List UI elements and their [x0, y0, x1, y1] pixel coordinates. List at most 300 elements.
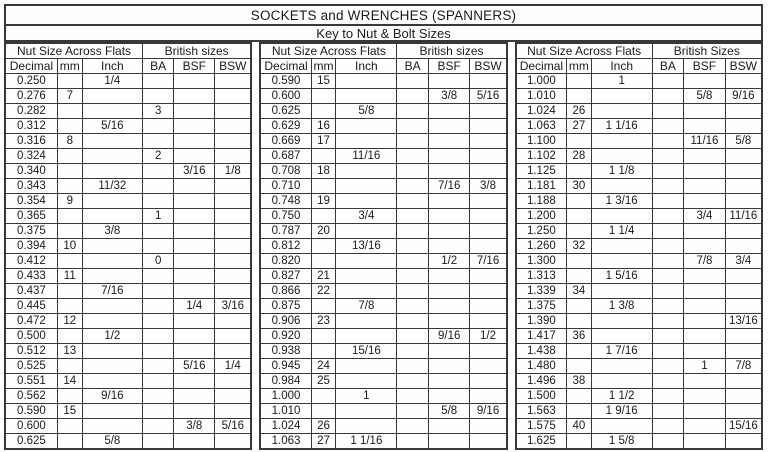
cell-inch: 5/16 — [82, 119, 142, 134]
cell-mm — [57, 434, 82, 450]
cell-bsf — [428, 164, 469, 179]
cell-inch — [82, 149, 142, 164]
cell-mm — [567, 269, 592, 284]
cell-inch: 1 5/16 — [591, 269, 652, 284]
cell-ba — [397, 104, 429, 119]
cell-bsf: 5/16 — [174, 359, 215, 374]
cell-ba — [397, 134, 429, 149]
cell-decimal: 0.669 — [260, 134, 311, 149]
cell-bsf — [428, 239, 469, 254]
cell-bsw: 3/16 — [215, 299, 252, 314]
table-row — [5, 374, 251, 389]
table-row — [516, 89, 762, 104]
cell-inch — [336, 269, 397, 284]
cell-mm: 30 — [567, 179, 592, 194]
cell-bsw — [725, 374, 762, 389]
cell-decimal: 0.625 — [5, 434, 57, 450]
cell-bsf: 1 — [684, 359, 726, 374]
cell-ba — [143, 239, 174, 254]
cell-inch: 1 3/8 — [591, 299, 652, 314]
cell-inch — [591, 254, 652, 269]
cell-bsw — [470, 104, 507, 119]
cell-ba — [652, 269, 684, 284]
table-row — [5, 134, 251, 149]
cell-mm — [57, 164, 82, 179]
table-row — [260, 239, 506, 254]
cell-ba — [397, 89, 429, 104]
cell-decimal: 1.063 — [260, 434, 311, 450]
cell-bsf — [428, 134, 469, 149]
cell-inch — [336, 119, 397, 134]
cell-inch: 15/16 — [336, 344, 397, 359]
col-header-ba: BA — [397, 59, 429, 74]
cell-inch — [591, 239, 652, 254]
cell-bsf — [174, 224, 215, 239]
cell-mm: 18 — [311, 164, 336, 179]
cell-ba — [143, 314, 174, 329]
cell-bsf — [684, 404, 726, 419]
table-row — [260, 119, 506, 134]
cell-bsw — [215, 89, 252, 104]
cell-inch: 5/8 — [82, 434, 142, 450]
cell-bsw — [470, 224, 507, 239]
cell-decimal: 0.324 — [5, 149, 57, 164]
cell-inch — [591, 419, 652, 434]
cell-bsf: 3/8 — [174, 419, 215, 434]
cell-bsf — [428, 149, 469, 164]
cell-bsw — [470, 269, 507, 284]
table-row — [5, 119, 251, 134]
cell-bsw — [725, 299, 762, 314]
cell-mm: 7 — [57, 89, 82, 104]
cell-decimal: 1.496 — [516, 374, 567, 389]
cell-mm — [567, 194, 592, 209]
col-header-ba: BA — [652, 59, 684, 74]
table-row — [260, 344, 506, 359]
cell-bsw: 9/16 — [725, 89, 762, 104]
table-row — [516, 284, 762, 299]
cell-bsw — [215, 284, 252, 299]
cell-bsw — [470, 164, 507, 179]
cell-bsf — [174, 134, 215, 149]
cell-bsw — [215, 374, 252, 389]
cell-ba — [397, 389, 429, 404]
cell-ba — [397, 419, 429, 434]
cell-bsw — [725, 179, 762, 194]
cell-mm — [567, 359, 592, 374]
table-row — [5, 389, 251, 404]
cell-ba — [397, 164, 429, 179]
cell-bsf — [684, 329, 726, 344]
cell-bsf — [174, 374, 215, 389]
table-row — [516, 389, 762, 404]
cell-inch: 1 — [591, 74, 652, 89]
cell-inch — [336, 284, 397, 299]
page-subtitle: Key to Nut & Bolt Sizes — [4, 26, 763, 42]
cell-ba — [143, 404, 174, 419]
cell-ba: 3 — [143, 104, 174, 119]
cell-bsf — [684, 269, 726, 284]
group-header-british-sizes: British sizes — [397, 43, 507, 59]
cell-bsf — [174, 104, 215, 119]
cell-inch: 1/4 — [82, 74, 142, 89]
table-row — [516, 404, 762, 419]
cell-bsf — [684, 389, 726, 404]
cell-mm: 27 — [311, 434, 336, 450]
table-row — [5, 224, 251, 239]
cell-mm — [567, 254, 592, 269]
table-row — [260, 404, 506, 419]
group-header-nut-size-across-flats: Nut Size Across Flats — [5, 43, 143, 59]
cell-decimal: 1.563 — [516, 404, 567, 419]
table-row — [516, 209, 762, 224]
cell-ba — [652, 89, 684, 104]
table-row — [516, 179, 762, 194]
table-row — [260, 194, 506, 209]
cell-decimal: 0.500 — [5, 329, 57, 344]
col-header-ba: BA — [143, 59, 174, 74]
cell-mm — [311, 149, 336, 164]
cell-decimal: 0.687 — [260, 149, 311, 164]
cell-bsf — [684, 344, 726, 359]
cell-bsw — [215, 119, 252, 134]
table-row — [516, 119, 762, 134]
cell-bsf: 11/16 — [684, 134, 726, 149]
cell-mm — [311, 209, 336, 224]
cell-decimal: 0.365 — [5, 209, 57, 224]
cell-ba — [143, 284, 174, 299]
cell-ba — [652, 314, 684, 329]
cell-inch — [336, 419, 397, 434]
cell-ba — [397, 239, 429, 254]
cell-decimal: 0.343 — [5, 179, 57, 194]
cell-mm — [567, 299, 592, 314]
cell-bsf — [684, 179, 726, 194]
cell-inch — [336, 254, 397, 269]
cell-inch: 1 3/16 — [591, 194, 652, 209]
cell-ba — [652, 329, 684, 344]
cell-decimal: 0.312 — [5, 119, 57, 134]
cell-bsf — [684, 119, 726, 134]
cell-mm — [57, 179, 82, 194]
cell-inch — [591, 374, 652, 389]
cell-bsw — [215, 269, 252, 284]
cell-ba — [652, 209, 684, 224]
cell-bsw — [470, 149, 507, 164]
cell-bsw — [470, 299, 507, 314]
cell-bsf — [684, 194, 726, 209]
cell-ba — [143, 434, 174, 450]
cell-decimal: 1.375 — [516, 299, 567, 314]
cell-decimal: 0.562 — [5, 389, 57, 404]
cell-bsf: 5/8 — [428, 404, 469, 419]
cell-mm — [311, 89, 336, 104]
cell-mm: 15 — [311, 74, 336, 89]
cell-ba — [652, 419, 684, 434]
cell-decimal: 1.102 — [516, 149, 567, 164]
cell-bsw — [215, 389, 252, 404]
cell-inch — [82, 404, 142, 419]
cell-inch — [591, 149, 652, 164]
cell-decimal: 0.590 — [5, 404, 57, 419]
cell-bsf — [174, 239, 215, 254]
cell-mm: 32 — [567, 239, 592, 254]
cell-inch: 11/16 — [336, 149, 397, 164]
group-header-row — [260, 43, 506, 59]
cell-ba — [652, 74, 684, 89]
cell-ba — [397, 284, 429, 299]
cell-inch — [336, 89, 397, 104]
cell-bsw — [215, 149, 252, 164]
cell-mm — [311, 104, 336, 119]
table-row — [260, 374, 506, 389]
cell-bsw — [215, 434, 252, 450]
cell-bsw — [470, 389, 507, 404]
cell-mm — [57, 224, 82, 239]
cell-inch: 11/32 — [82, 179, 142, 194]
group-header-row — [516, 43, 762, 59]
col-header-decimal: Decimal — [5, 59, 57, 74]
cell-bsw — [215, 104, 252, 119]
cell-ba — [143, 344, 174, 359]
cell-mm — [57, 359, 82, 374]
group-header-row — [5, 43, 251, 59]
cell-bsf: 1/4 — [174, 299, 215, 314]
cell-ba — [397, 314, 429, 329]
cell-bsf: 3/8 — [428, 89, 469, 104]
cell-mm — [57, 74, 82, 89]
cell-decimal: 0.525 — [5, 359, 57, 374]
cell-mm — [567, 389, 592, 404]
table-row — [260, 104, 506, 119]
cell-decimal: 1.024 — [516, 104, 567, 119]
cell-bsw — [725, 239, 762, 254]
table-row — [516, 254, 762, 269]
cell-bsf — [684, 224, 726, 239]
cell-decimal: 0.375 — [5, 224, 57, 239]
cell-bsw — [215, 239, 252, 254]
group-header-british-sizes: British sizes — [143, 43, 252, 59]
cell-bsw — [725, 119, 762, 134]
cell-bsw — [470, 344, 507, 359]
cell-inch — [591, 209, 652, 224]
cell-ba — [397, 209, 429, 224]
cell-ba — [652, 164, 684, 179]
cell-decimal: 0.276 — [5, 89, 57, 104]
col-header-bsf: BSF — [684, 59, 726, 74]
cell-ba — [397, 74, 429, 89]
table-row — [5, 89, 251, 104]
cell-bsf — [174, 74, 215, 89]
cell-inch: 7/16 — [82, 284, 142, 299]
cell-inch — [336, 164, 397, 179]
cell-decimal: 0.445 — [5, 299, 57, 314]
cell-decimal: 0.590 — [260, 74, 311, 89]
cell-inch — [336, 134, 397, 149]
cell-bsf — [174, 434, 215, 450]
cell-inch: 1 5/8 — [591, 434, 652, 450]
table-row — [516, 224, 762, 239]
cell-bsf — [174, 329, 215, 344]
cell-inch — [336, 374, 397, 389]
cell-decimal: 1.417 — [516, 329, 567, 344]
cell-inch — [591, 89, 652, 104]
cell-inch — [82, 314, 142, 329]
cell-inch: 1 1/16 — [591, 119, 652, 134]
cell-bsf: 1/2 — [428, 254, 469, 269]
cell-ba — [652, 434, 684, 450]
cell-bsw — [470, 374, 507, 389]
cell-bsf: 9/16 — [428, 329, 469, 344]
cell-inch — [82, 254, 142, 269]
table-row — [516, 134, 762, 149]
cell-mm — [567, 89, 592, 104]
table-row — [516, 74, 762, 89]
cell-decimal: 0.629 — [260, 119, 311, 134]
table-row — [260, 134, 506, 149]
cell-ba: 2 — [143, 149, 174, 164]
cell-mm — [57, 299, 82, 314]
cell-bsw: 3/4 — [725, 254, 762, 269]
cell-bsw — [215, 404, 252, 419]
cell-decimal: 1.010 — [260, 404, 311, 419]
cell-mm — [57, 149, 82, 164]
cell-ba — [143, 179, 174, 194]
cell-bsw — [725, 404, 762, 419]
cell-inch — [591, 329, 652, 344]
cell-ba — [143, 419, 174, 434]
cell-ba — [652, 194, 684, 209]
table-row — [5, 74, 251, 89]
cell-bsw — [725, 224, 762, 239]
cell-decimal: 0.787 — [260, 224, 311, 239]
col-header-bsw: BSW — [725, 59, 762, 74]
cell-bsw: 15/16 — [725, 419, 762, 434]
cell-mm — [311, 329, 336, 344]
cell-mm: 14 — [57, 374, 82, 389]
cell-bsw: 13/16 — [725, 314, 762, 329]
cell-bsf — [174, 344, 215, 359]
table-row — [260, 164, 506, 179]
size-table-1 — [4, 42, 252, 450]
table-row — [516, 314, 762, 329]
table-row — [5, 269, 251, 284]
cell-ba — [652, 299, 684, 314]
cell-inch — [82, 269, 142, 284]
cell-bsw — [470, 434, 507, 450]
cell-bsw — [215, 224, 252, 239]
cell-bsf — [428, 269, 469, 284]
col-header-decimal: Decimal — [516, 59, 567, 74]
cell-bsf — [428, 389, 469, 404]
cell-bsw: 1/8 — [215, 164, 252, 179]
col-header-decimal: Decimal — [260, 59, 311, 74]
cell-inch: 1 1/2 — [591, 389, 652, 404]
cell-decimal: 1.390 — [516, 314, 567, 329]
table-row — [5, 209, 251, 224]
cell-mm: 28 — [567, 149, 592, 164]
cell-ba — [143, 389, 174, 404]
table-row — [5, 404, 251, 419]
cell-inch: 1 9/16 — [591, 404, 652, 419]
table-row — [5, 359, 251, 374]
table-row — [5, 194, 251, 209]
cell-decimal: 0.820 — [260, 254, 311, 269]
cell-bsw — [470, 284, 507, 299]
cell-mm: 17 — [311, 134, 336, 149]
cell-bsf — [684, 104, 726, 119]
cell-bsw — [470, 134, 507, 149]
cell-bsf — [428, 359, 469, 374]
cell-decimal: 0.748 — [260, 194, 311, 209]
cell-bsf — [174, 404, 215, 419]
cell-mm — [311, 179, 336, 194]
cell-mm: 9 — [57, 194, 82, 209]
table-row — [5, 284, 251, 299]
cell-decimal: 1.300 — [516, 254, 567, 269]
cell-bsw: 3/8 — [470, 179, 507, 194]
cell-bsw — [725, 284, 762, 299]
table-row — [516, 374, 762, 389]
cell-mm: 38 — [567, 374, 592, 389]
cell-bsw — [725, 104, 762, 119]
cell-mm: 16 — [311, 119, 336, 134]
cell-bsw — [215, 344, 252, 359]
cell-mm: 11 — [57, 269, 82, 284]
cell-inch: 1 7/16 — [591, 344, 652, 359]
cell-ba — [397, 119, 429, 134]
cell-bsw — [215, 74, 252, 89]
cell-decimal: 1.125 — [516, 164, 567, 179]
cell-inch — [336, 179, 397, 194]
cell-decimal: 0.472 — [5, 314, 57, 329]
cell-decimal: 0.710 — [260, 179, 311, 194]
size-key-chart — [4, 4, 763, 447]
cell-bsw — [470, 119, 507, 134]
cell-bsw — [215, 134, 252, 149]
col-header-inch: Inch — [336, 59, 397, 74]
cell-decimal: 1.063 — [516, 119, 567, 134]
cell-mm — [311, 404, 336, 419]
cell-bsf — [174, 209, 215, 224]
cell-inch — [82, 239, 142, 254]
cell-inch — [591, 314, 652, 329]
group-header-nut-size-across-flats: Nut Size Across Flats — [260, 43, 397, 59]
cell-inch — [82, 209, 142, 224]
cell-bsw — [725, 74, 762, 89]
cell-ba — [143, 119, 174, 134]
column-header-row — [260, 59, 506, 74]
cell-decimal: 1.010 — [516, 89, 567, 104]
cell-decimal: 0.394 — [5, 239, 57, 254]
table-row — [516, 434, 762, 450]
cell-bsf — [174, 89, 215, 104]
cell-bsf — [428, 119, 469, 134]
cell-bsw — [215, 209, 252, 224]
cell-bsf — [684, 239, 726, 254]
cell-decimal: 1.024 — [260, 419, 311, 434]
cell-mm: 25 — [311, 374, 336, 389]
cell-inch — [82, 344, 142, 359]
cell-ba — [397, 269, 429, 284]
table-row — [260, 359, 506, 374]
cell-bsw — [215, 329, 252, 344]
table-row — [5, 344, 251, 359]
cell-bsf: 3/16 — [174, 164, 215, 179]
col-header-bsf: BSF — [174, 59, 215, 74]
column-header-row — [5, 59, 251, 74]
table-row — [260, 74, 506, 89]
